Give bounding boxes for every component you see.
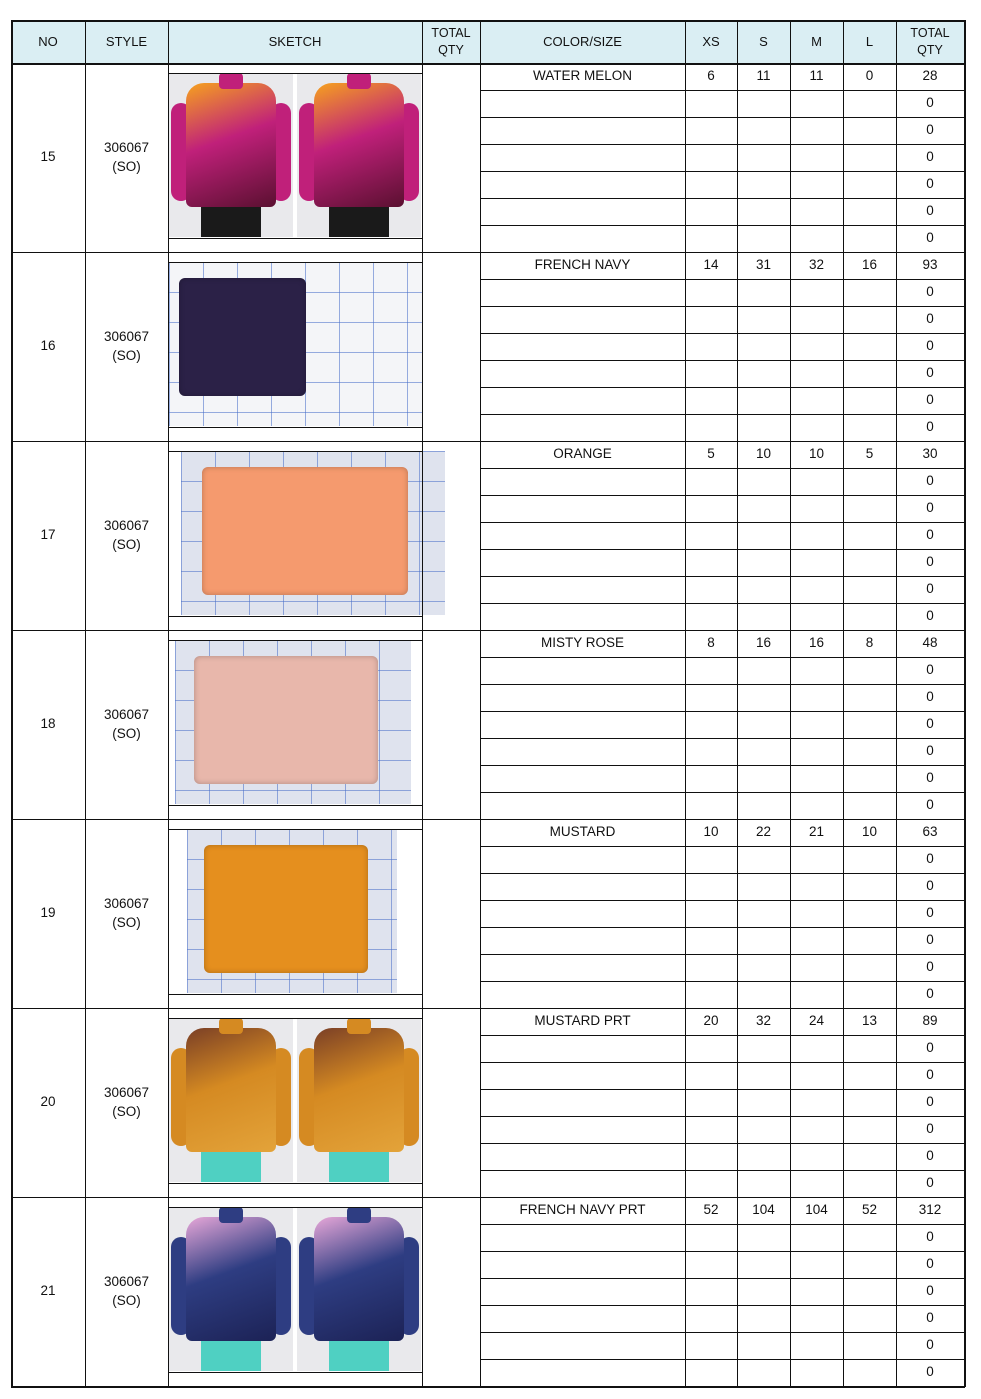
- row-total-qty: 312: [918, 1202, 942, 1217]
- grid-line: [480, 414, 965, 415]
- grid-line: [790, 20, 791, 1387]
- garment-photo: [169, 1018, 293, 1182]
- row-total-qty: 0: [926, 473, 934, 488]
- row-total-qty: 0: [926, 419, 934, 434]
- fabric-swatch-image: [181, 451, 445, 615]
- style-code: 306067 (SO): [103, 896, 150, 930]
- qty-s: 32: [755, 1013, 772, 1028]
- grid-line: [480, 387, 965, 388]
- grid-line: [480, 117, 965, 118]
- row-total-qty: 48: [922, 635, 938, 650]
- row-total-qty: 0: [926, 959, 934, 974]
- grid-line: [480, 306, 965, 307]
- grid-line: [480, 603, 965, 604]
- grid-line: [480, 495, 965, 496]
- row-total-qty: 0: [926, 608, 934, 623]
- color-name: WATER MELON: [532, 68, 632, 83]
- grid-line: [480, 1116, 965, 1117]
- row-total-qty: 0: [926, 581, 934, 596]
- grid-line: [11, 819, 965, 820]
- grid-line: [168, 994, 423, 995]
- row-number: 17: [40, 527, 56, 543]
- grid-line: [480, 1251, 965, 1252]
- grid-line: [480, 765, 965, 766]
- grid-line: [168, 1207, 423, 1208]
- grid-line: [480, 360, 965, 361]
- style-code: 306067 (SO): [103, 140, 150, 174]
- qty-s: 10: [755, 446, 772, 461]
- row-total-qty: 0: [926, 500, 934, 515]
- grid-line: [480, 198, 965, 199]
- row-total-qty: 0: [926, 986, 934, 1001]
- qty-s: 22: [755, 824, 772, 839]
- color-name: MUSTARD: [549, 824, 616, 839]
- row-total-qty: 0: [926, 1364, 934, 1379]
- grid-line: [480, 792, 965, 793]
- row-total-qty: 0: [926, 1040, 934, 1055]
- header-s: S: [737, 20, 790, 63]
- color-name: ORANGE: [553, 446, 612, 461]
- grid-line: [168, 1183, 423, 1184]
- grid-line: [11, 1386, 965, 1388]
- garment-photo: [297, 73, 421, 237]
- grid-line: [480, 684, 965, 685]
- row-total-qty: 0: [926, 554, 934, 569]
- grid-line: [480, 1089, 965, 1090]
- row-number: 19: [40, 905, 56, 921]
- grid-line: [685, 20, 686, 1387]
- qty-m: 21: [808, 824, 825, 839]
- qty-m: 11: [809, 68, 824, 83]
- header-total-qty: TOTAL QTY: [422, 20, 480, 63]
- grid-line: [11, 630, 965, 631]
- grid-line: [480, 954, 965, 955]
- style-code: 306067 (SO): [103, 518, 150, 552]
- grid-line: [480, 1278, 965, 1279]
- grid-line: [85, 20, 86, 1387]
- row-total-qty: 0: [926, 122, 934, 137]
- row-total-qty: 0: [926, 1067, 934, 1082]
- color-name: MUSTARD PRT: [534, 1013, 631, 1028]
- qty-l: 8: [865, 635, 874, 650]
- grid-line: [168, 805, 423, 806]
- row-total-qty: 0: [926, 527, 934, 542]
- grid-line: [480, 522, 965, 523]
- grid-line: [480, 1035, 965, 1036]
- qty-xs: 52: [703, 1202, 719, 1217]
- header-no: NO: [11, 20, 85, 63]
- row-total-qty: 0: [926, 851, 934, 866]
- grid-line: [11, 20, 965, 22]
- grid-line: [422, 20, 423, 1387]
- row-total-qty: 0: [926, 95, 934, 110]
- qty-m: 16: [808, 635, 825, 650]
- row-total-qty: 0: [926, 1229, 934, 1244]
- grid-line: [737, 20, 738, 1387]
- qty-xs: 5: [707, 446, 715, 461]
- grid-line: [964, 20, 966, 1387]
- row-total-qty: 0: [926, 392, 934, 407]
- grid-line: [480, 927, 965, 928]
- qty-s: 11: [756, 68, 771, 83]
- grid-line: [480, 549, 965, 550]
- row-total-qty: 0: [926, 1310, 934, 1325]
- qty-l: 0: [865, 68, 874, 83]
- qty-xs: 8: [707, 635, 715, 650]
- grid-line: [168, 73, 423, 74]
- grid-line: [168, 616, 423, 617]
- grid-line: [168, 20, 169, 1387]
- garment-photo: [169, 73, 293, 237]
- grid-line: [168, 829, 423, 830]
- fabric-swatch-image: [175, 640, 411, 804]
- grid-line: [480, 846, 965, 847]
- grid-line: [168, 238, 423, 239]
- grid-line: [480, 873, 965, 874]
- header-style: STYLE: [85, 20, 168, 63]
- grid-line: [480, 1305, 965, 1306]
- qty-xs: 6: [707, 68, 715, 83]
- row-total-qty: 0: [926, 932, 934, 947]
- grid-line: [11, 441, 965, 442]
- row-total-qty: 0: [926, 743, 934, 758]
- row-total-qty: 0: [926, 662, 934, 677]
- garment-photo: [169, 1207, 293, 1371]
- row-total-qty: 0: [926, 878, 934, 893]
- grid-line: [480, 225, 965, 226]
- row-total-qty: 0: [926, 365, 934, 380]
- row-number: 15: [40, 149, 56, 165]
- row-total-qty: 0: [926, 770, 934, 785]
- grid-line: [843, 20, 844, 1387]
- qty-s: 104: [752, 1202, 775, 1217]
- color-name: FRENCH NAVY PRT: [519, 1202, 646, 1217]
- row-total-qty: 0: [926, 230, 934, 245]
- row-total-qty: 0: [926, 689, 934, 704]
- style-code: 306067 (SO): [103, 707, 150, 741]
- style-code: 306067 (SO): [103, 329, 150, 363]
- qty-l: 5: [865, 446, 874, 461]
- row-total-qty: 0: [926, 1256, 934, 1271]
- row-total-qty: 30: [922, 446, 938, 461]
- row-total-qty: 0: [926, 1121, 934, 1136]
- grid-line: [168, 1018, 423, 1019]
- grid-line: [168, 451, 423, 452]
- grid-line: [480, 1170, 965, 1171]
- row-number: 20: [40, 1094, 56, 1110]
- qty-m: 10: [808, 446, 825, 461]
- row-total-qty: 0: [926, 797, 934, 812]
- grid-line: [480, 1332, 965, 1333]
- row-total-qty: 0: [926, 1148, 934, 1163]
- header-sketch: SKETCH: [168, 20, 422, 63]
- row-total-qty: 0: [926, 311, 934, 326]
- row-total-qty: 0: [926, 284, 934, 299]
- row-total-qty: 0: [926, 338, 934, 353]
- row-total-qty: 63: [922, 824, 938, 839]
- color-name: MISTY ROSE: [540, 635, 625, 650]
- fabric-swatch-image: [187, 829, 397, 993]
- row-total-qty: 0: [926, 1283, 934, 1298]
- qty-xs: 10: [703, 824, 719, 839]
- grid-line: [11, 1197, 965, 1198]
- qty-s: 16: [755, 635, 772, 650]
- grid-line: [168, 427, 423, 428]
- row-total-qty: 93: [922, 257, 938, 272]
- grid-line: [896, 20, 897, 1387]
- qty-m: 24: [808, 1013, 825, 1028]
- grid-line: [480, 144, 965, 145]
- garment-photo: [297, 1018, 421, 1182]
- grid-line: [11, 63, 965, 65]
- row-total-qty: 0: [926, 149, 934, 164]
- grid-line: [480, 333, 965, 334]
- style-code: 306067 (SO): [103, 1085, 150, 1119]
- qty-xs: 14: [703, 257, 719, 272]
- header-color-size: COLOR/SIZE: [480, 20, 685, 63]
- header-l: L: [843, 20, 896, 63]
- row-total-qty: 89: [922, 1013, 938, 1028]
- grid-line: [168, 640, 423, 641]
- row-total-qty: 0: [926, 905, 934, 920]
- row-total-qty: 0: [926, 1337, 934, 1352]
- qty-l: 52: [861, 1202, 878, 1217]
- grid-line: [480, 657, 965, 658]
- grid-line: [480, 1359, 965, 1360]
- qty-l: 10: [861, 824, 878, 839]
- qty-s: 31: [755, 257, 772, 272]
- header-xs: XS: [685, 20, 737, 63]
- grid-line: [480, 468, 965, 469]
- grid-line: [11, 20, 13, 1387]
- grid-line: [480, 1062, 965, 1063]
- header-total-qty2: TOTAL QTY: [896, 20, 964, 63]
- row-total-qty: 0: [926, 1094, 934, 1109]
- qty-xs: 20: [703, 1013, 719, 1028]
- row-total-qty: 28: [922, 68, 938, 83]
- grid-line: [480, 711, 965, 712]
- grid-line: [480, 981, 965, 982]
- row-total-qty: 0: [926, 1175, 934, 1190]
- fabric-swatch-image: [169, 262, 422, 426]
- grid-line: [480, 279, 965, 280]
- qty-m: 32: [808, 257, 825, 272]
- color-name: FRENCH NAVY: [534, 257, 631, 272]
- row-number: 21: [40, 1283, 56, 1299]
- row-number: 16: [40, 338, 56, 354]
- qty-m: 104: [805, 1202, 828, 1217]
- grid-line: [168, 262, 423, 263]
- grid-line: [480, 171, 965, 172]
- grid-line: [480, 738, 965, 739]
- row-total-qty: 0: [926, 203, 934, 218]
- grid-line: [480, 20, 481, 1387]
- row-number: 18: [40, 716, 56, 732]
- grid-line: [11, 1008, 965, 1009]
- style-code: 306067 (SO): [103, 1274, 150, 1308]
- row-total-qty: 0: [926, 716, 934, 731]
- qty-l: 13: [861, 1013, 878, 1028]
- grid-line: [11, 252, 965, 253]
- grid-line: [480, 1224, 965, 1225]
- grid-line: [480, 900, 965, 901]
- header-m: M: [790, 20, 843, 63]
- qty-l: 16: [861, 257, 878, 272]
- garment-photo: [297, 1207, 421, 1371]
- grid-line: [480, 90, 965, 91]
- grid-line: [480, 576, 965, 577]
- grid-line: [168, 1372, 423, 1373]
- grid-line: [480, 1143, 965, 1144]
- row-total-qty: 0: [926, 176, 934, 191]
